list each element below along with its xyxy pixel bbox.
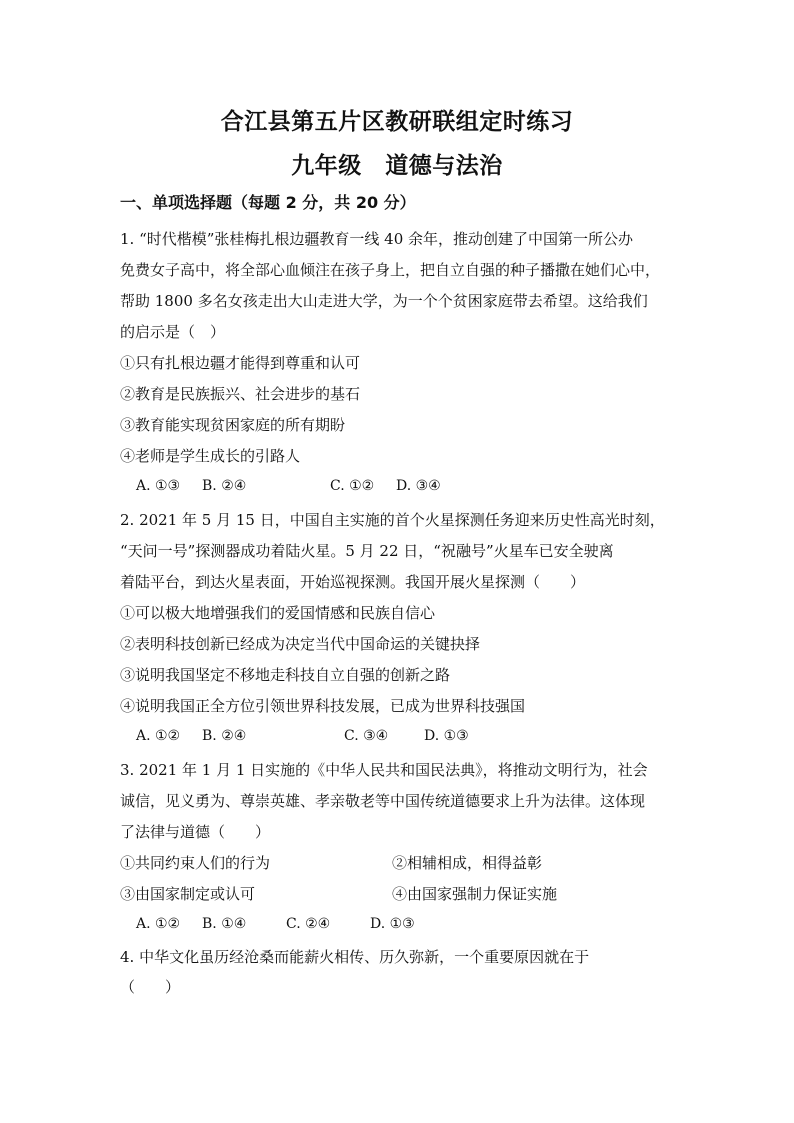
document-title: 合江县第五片区教研联组定时练习 [220,109,574,135]
question-3-options [136,916,415,932]
question-1-statement-1: ①只有扎根边疆才能得到尊重和认可 [120,354,361,372]
option-d[interactable]: D. ①③ [370,916,415,932]
question-2-statement-4: ④说明我国正全方位引领世界科技发展，已成为世界科技强国 [120,697,526,715]
option-c[interactable]: C. ③④ [344,728,389,744]
option-c[interactable]: C. ②④ [286,916,331,932]
question-2-stem-line-1: 2. 2021 年 5 月 15 日，中国自主实施的首个火星探测任务迎来历史性高光时刻， [120,511,665,529]
question-1-statement-4: ④老师是学生成长的引路人 [120,447,301,465]
question-3-stem-line-1: 3. 2021 年 1 月 1 日实施的《中华人民共和国民法典》，将推动文明行为，社会 [120,761,648,779]
option-b[interactable]: B. ②④ [202,478,247,494]
section-heading: 一、单项选择题（每题 2 分，共 20 分） [120,193,416,212]
option-a[interactable]: A. ①③ [136,478,181,494]
question-3-statement-1: ①共同约束人们的行为 [120,854,271,872]
question-1-stem-line-2: 免费女子高中，将全部心血倾注在孩子身上，把自立自强的种子播撒在她们心中， [120,261,661,279]
question-2-statement-1: ①可以极大地增强我们的爱国情感和民族自信心 [120,604,436,622]
question-1-statement-2: ②教育是民族振兴、社会进步的基石 [120,385,361,403]
question-2-stem-line-3: 着陆平台，到达火星表面，开始巡视探测。我国开展火星探测（ ） [120,573,586,591]
question-2-statement-2: ②表明科技创新已经成为决定当代中国命运的关键抉择 [120,635,481,653]
option-b[interactable]: B. ②④ [202,728,247,744]
question-1-options [136,478,441,494]
option-c[interactable]: C. ①② [330,478,375,494]
document-subtitle: 九年级 道德与法治 [291,153,503,179]
question-1-statement-3: ③教育能实现贫困家庭的所有期盼 [120,416,346,434]
question-2-options [136,728,469,744]
question-2-statement-3: ③说明我国坚定不移地走科技自立自强的创新之路 [120,666,451,684]
question-2-stem-line-2: “天问一号”探测器成功着陆火星。5 月 22 日，“祝融号”火星车已安全驶离 [120,542,614,560]
question-1-stem-line-4: 的启示是（ ） [120,323,226,341]
question-4-stem-line-2: （ ） [120,978,181,996]
question-1-stem-line-1: 1. “时代楷模”张桂梅扎根边疆教育一线 40 余年，推动创建了中国第一所公办 [120,230,634,248]
question-3-statement-2: ②相辅相成，相得益彰 [392,854,543,872]
question-1-stem-line-3: 帮助 1800 多名女孩走出大山走进大学，为一个个贫困家庭带去希望。这给我们 [120,292,648,310]
option-a[interactable]: A. ①② [136,916,181,932]
question-3-stem-line-3: 了法律与道德（ ） [120,823,271,841]
question-3-stem-line-2: 诚信，见义勇为、尊崇英雄、孝亲敬老等中国传统道德要求上升为法律。这体现 [120,792,646,810]
question-4-stem-line-1: 4. 中华文化虽历经沧桑而能薪火相传、历久弥新，一个重要原因就在于 [120,948,590,966]
question-3-statement-3: ③由国家制定或认可 [120,885,256,903]
option-a[interactable]: A. ①② [136,728,181,744]
question-3-statement-4: ④由国家强制力保证实施 [392,885,558,903]
option-d[interactable]: D. ①③ [424,728,469,744]
option-d[interactable]: D. ③④ [396,478,441,494]
option-b[interactable]: B. ①④ [202,916,247,932]
